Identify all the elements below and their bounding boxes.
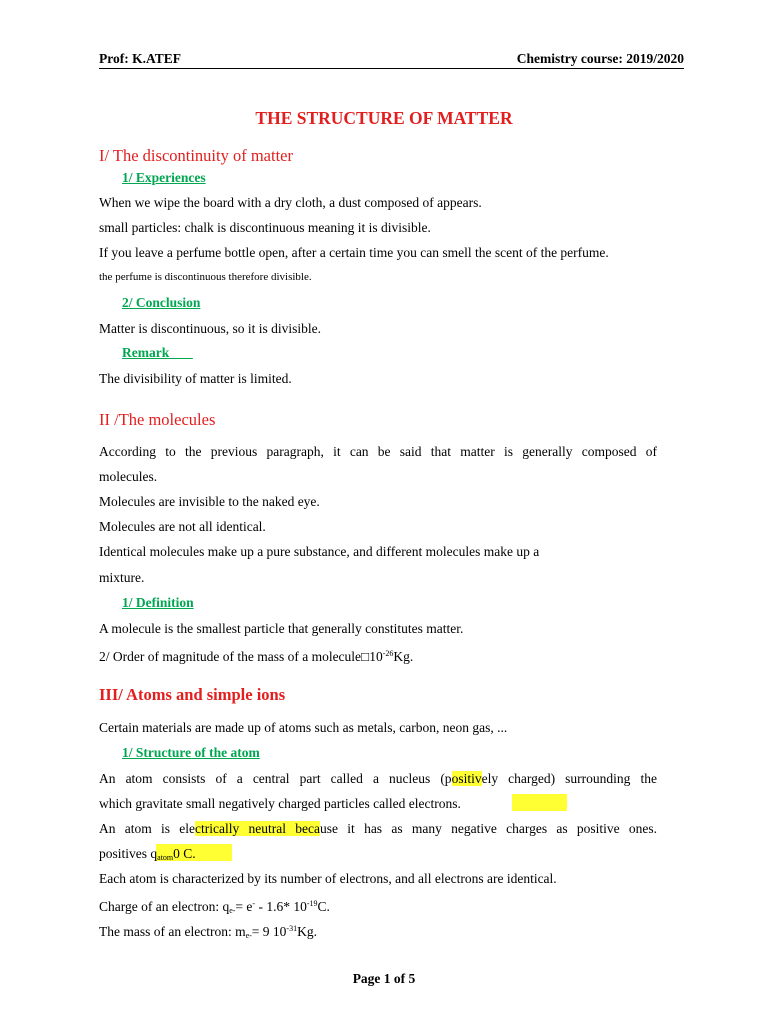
paragraph: which gravitate small negatively charged particles called electrons. — [99, 796, 461, 811]
section-2-heading: II /The molecules — [99, 410, 216, 429]
paragraph-electron-mass: The mass of an electron: $m_{e-}= 9$ $10^{-31}Kg$. — [99, 924, 317, 940]
paragraph: According to the previous paragraph, it can be said that matter is generally composed of — [99, 444, 657, 459]
paragraph: mixture. — [99, 570, 145, 585]
paragraph-electron-charge: Charge of an electron: $q_{e-}= e^- - 1.6*$ $10^{-19}C$. — [99, 899, 330, 915]
highlight: ctrically neutral beca — [195, 821, 321, 836]
header-course: Chemistry course: 2019/2020 — [516, 51, 684, 66]
paragraph: When we wipe the board with a dry cloth, a dust composed of appears. — [99, 195, 482, 210]
paragraph: The divisibility of matter is limited. — [99, 371, 292, 386]
paragraph-nucleus: An atom consists of a central part called a nucleus (positively charged) surrounding the — [99, 771, 657, 786]
section-3-sub-structure: 1/ Structure of the atom — [122, 745, 260, 760]
highlight-mark — [512, 794, 567, 811]
page-number: Page 1 of 5 — [352, 971, 416, 986]
section-1-sub-conclusion: 2/ Conclusion — [122, 295, 201, 310]
section-3-heading: III/ Atoms and simple ions — [99, 685, 286, 704]
paragraph: molecules. — [99, 469, 158, 484]
highlight: ositiv — [451, 771, 482, 786]
paragraph-charge-atom: positives $q_{atom}0$ C. — [99, 846, 196, 862]
paragraph-small: the perfume is discontinuous therefore divisible. — [99, 271, 312, 283]
paragraph: Each atom is characterized by its number of electrons, and all electrons are identical. — [99, 871, 557, 886]
paragraph-molecule-mass: 2/ Order of magnitude of the mass of a $molecule□10^{-26}Kg$. — [99, 649, 414, 664]
header-author: Prof: K.ATEF — [99, 51, 181, 66]
section-1-sub-experiences: 1/ Experiences — [122, 170, 206, 185]
paragraph-neutral: An atom is electrically neutral because it has as many negative charges as positive ones. — [99, 821, 658, 836]
paragraph: If you leave a perfume bottle open, after a certain time you can smell the scent of the perfume. — [99, 245, 609, 260]
paragraph: Certain materials are made up of atoms such as metals, carbon, neon gas, ... — [99, 720, 508, 735]
page-header — [99, 50, 684, 69]
section-2-sub-definition: 1/ Definition — [122, 595, 194, 610]
section-1-heading: I/ The discontinuity of matter — [99, 146, 293, 165]
paragraph: Identical molecules make up a pure substance, and different molecules make up a — [99, 544, 540, 559]
paragraph: Molecules are not all identical. — [99, 519, 266, 534]
paragraph: Molecules are invisible to the naked eye. — [99, 494, 320, 509]
paragraph: small particles: chalk is discontinuous meaning it is divisible. — [99, 220, 431, 235]
paragraph: Matter is discontinuous, so it is divisible. — [99, 321, 321, 336]
remark-label: Remark — [122, 345, 170, 360]
paragraph: A molecule is the smallest particle that generally constitutes matter. — [99, 621, 464, 636]
document-title: THE STRUCTURE OF MATTER — [255, 108, 513, 128]
